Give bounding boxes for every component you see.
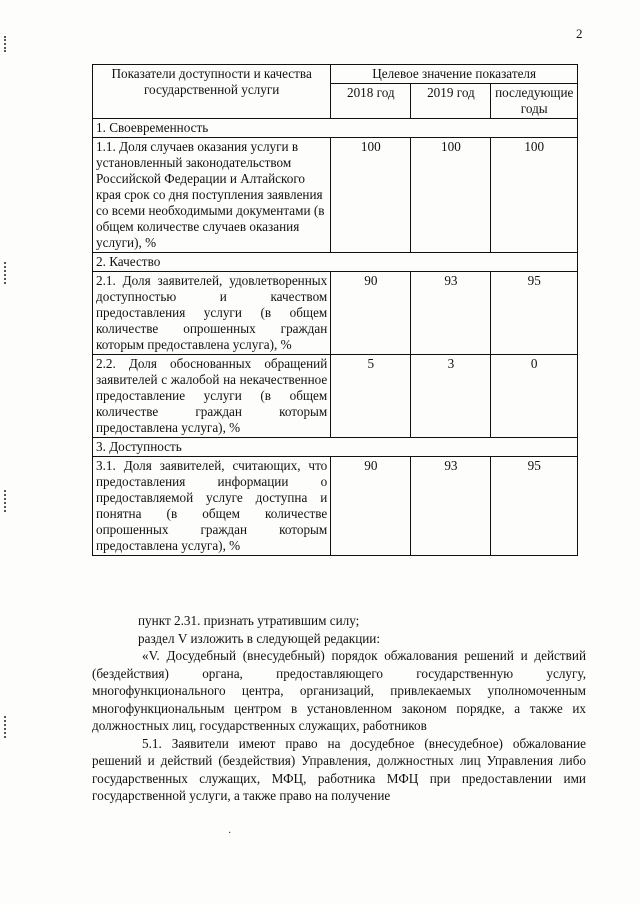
value-following: 95 [491,457,578,556]
section-title: 2. Качество [93,253,578,272]
value-2019: 93 [411,272,491,355]
value-following: 100 [491,138,578,253]
target-value-header: Целевое значение показателя [331,65,578,84]
table-header-row [93,65,578,84]
table-row [93,272,578,355]
section-row [93,253,578,272]
table-row [93,355,578,438]
value-2018: 100 [331,138,411,253]
value-following: 95 [491,272,578,355]
paragraph: пункт 2.31. признать утратившим силу; [138,613,360,628]
value-2019: 100 [411,138,491,253]
margin-binding-mark [4,490,10,512]
table-row [93,138,578,253]
speck-mark: · [228,828,232,839]
value-following: 0 [491,355,578,438]
paragraph: раздел V изложить в следующей редакции: [138,630,381,646]
body-text [92,612,586,805]
margin-binding-mark [4,262,10,284]
section-v-heading: «V. Досудебный (внесудебный) порядок обжалования решений и действий (бездействия) органа, предоставляющего государственную услугу, многофункционального центра, организаций, привлекаемых уполномоченным многофункциональным центром в установленном законом порядке, а также их должностных лиц, государственных служащих, работников [92,648,586,733]
year-header: 2018 год [331,84,411,119]
value-2018: 5 [331,355,411,438]
value-2019: 93 [411,457,491,556]
section-row [93,119,578,138]
indicator-text: 2.1. Доля заявителей, удовлетворенных доступностью и качеством предоставления услуги (в общем количестве опрошенных граждан которым предоставлена услуга), % [93,272,331,355]
indicator-text: 2.2. Доля обоснованных обращений заявителей с жалобой на некачественное предоставление услуги (в общем количестве граждан которым предоставлена услуга), % [93,355,331,438]
section-title: 1. Своевременность [93,119,578,138]
table-row [93,457,578,556]
year-header: последующие годы [491,84,578,119]
value-2018: 90 [331,272,411,355]
value-2018: 90 [331,457,411,556]
indicator-header: Показатели доступности и качества государственной услуги [93,65,331,119]
indicators-table [92,64,578,556]
indicator-text: 1.1. Доля случаев оказания услуги в установленный законодательством Российской Федерации и Алтайского края срок со дня поступления заявления со всеми необходимыми документами (в общем количестве случаев оказания услуги), % [93,138,331,253]
year-header: 2019 год [411,84,491,119]
page-number: 2 [576,26,583,41]
margin-binding-mark [4,36,10,52]
value-2019: 3 [411,355,491,438]
indicator-text: 3.1. Доля заявителей, считающих, что предоставления информации о предоставляемой услуге доступна и понятна (в общем количестве опрошенных граждан которым предоставлена услуга), % [93,457,331,556]
section-row [93,438,578,457]
section-title: 3. Доступность [93,438,578,457]
margin-binding-mark [4,716,10,738]
paragraph: 5.1. Заявители имеют право на досудебное (внесудебное) обжалование решений и действий (бездействия) Управления, должностных лиц Управления либо государственных служащих, МФЦ, работника МФЦ при предоставлении ими государственной услуги, а также право на получение [92,735,586,803]
